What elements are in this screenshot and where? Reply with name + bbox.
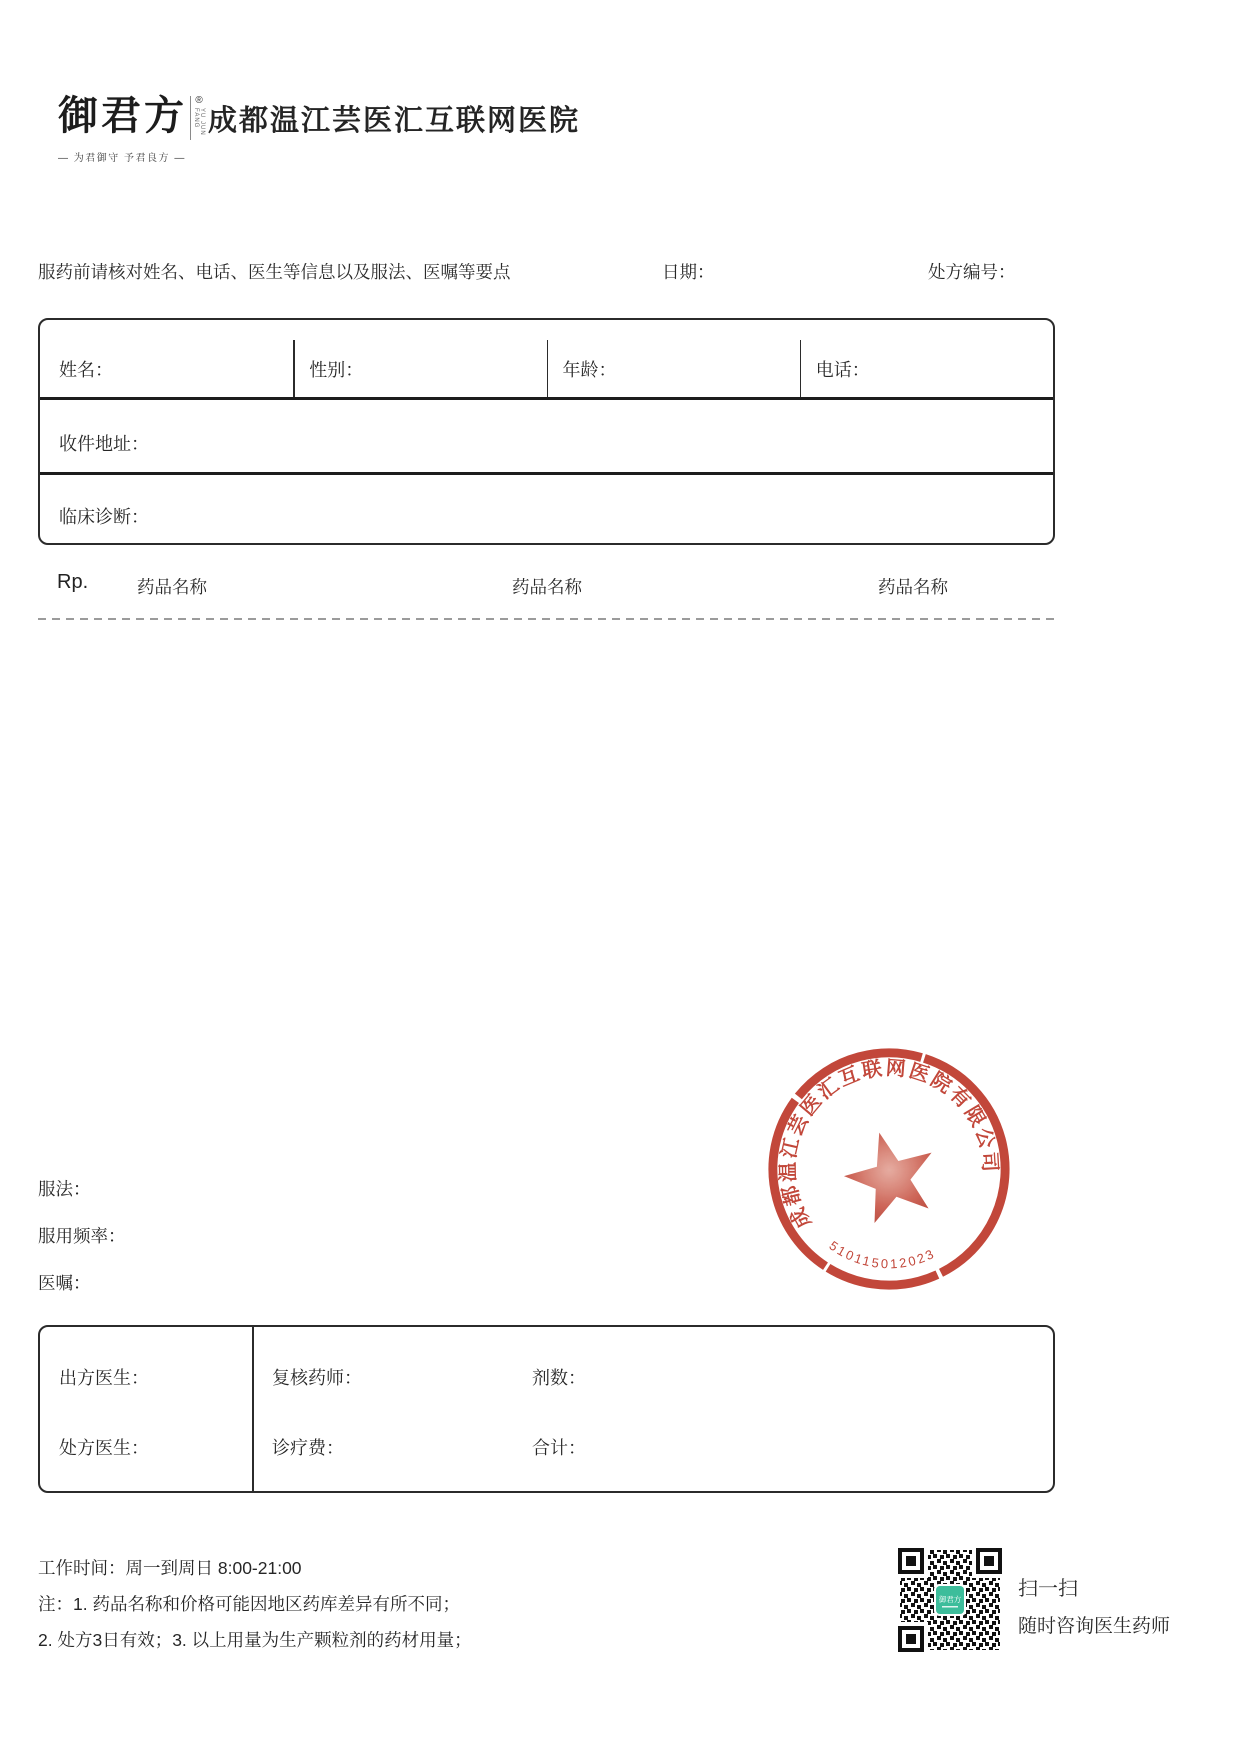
rp-label: Rp. [57,571,89,593]
consultation-fee-label: 诊疗费： [272,1438,344,1458]
date-label: 日期： [662,262,715,282]
qr-finder-top-right [972,1548,1002,1578]
scan-qr-sublabel: 随时咨询医生药师 [1018,1616,1171,1637]
frequency-label: 服用频率： [38,1226,126,1246]
issuing-doctor-label: 出方医生： [59,1368,149,1388]
seal-star-icon [835,1121,945,1228]
svg-text:成都温江芸医汇互联网医院有限公司 [751,1031,1006,1233]
column-divider [800,340,802,397]
shipping-address-label: 收件地址： [59,434,149,454]
usage-label: 服法： [38,1179,91,1199]
qr-code [898,1548,1002,1652]
patient-info-box [38,318,1055,545]
column-divider [293,340,295,397]
signature-fee-box [38,1325,1055,1493]
prescription-number-label: 处方编号： [928,262,1016,282]
seal-ring [747,1027,1031,1311]
patient-age-label: 年龄： [562,360,617,380]
patient-name-label: 姓名： [59,360,113,380]
dose-count-label: 剂数： [532,1368,586,1388]
svg-text:御君方: 御君方 [938,1595,962,1604]
working-hours-text: 工作时间：周一到周日 8:00-21:00 [38,1558,302,1578]
row-divider [40,472,1053,475]
seal-company-name: 成都温江芸医汇互联网医院有限公司 [777,1057,1001,1232]
hospital-name-title: 成都温江芸医汇互联网医院 [208,105,581,137]
drug-name-column-header: 药品名称 [137,577,207,597]
scan-qr-label: 扫一扫 [1018,1578,1078,1600]
column-divider [252,1327,254,1491]
qr-center-logo [934,1584,966,1616]
dashed-separator [38,618,1055,620]
svg-text:510115012023 [824,1213,939,1288]
footer-note-line1: 注：1. 药品名称和价格可能因地区药库差异有所不同； [38,1594,460,1614]
brand-logo-text: 御君方 [58,92,187,139]
qr-finder-top-left [898,1548,928,1578]
prescribing-doctor-label: 处方医生： [59,1438,149,1458]
drug-name-column-header: 药品名称 [512,577,582,597]
brand-logo-pinyin: YU JUN FANG [193,108,205,136]
hospital-seal-stamp [731,1011,1047,1327]
patient-phone-label: 电话： [815,360,870,380]
row-divider [40,397,1053,400]
clinical-diagnosis-label: 临床诊断： [59,507,149,527]
verification-notice: 服药前请核对姓名、电话、医生等信息以及服法、医嘱等要点 [38,262,511,282]
registered-trademark-icon: ® [195,95,203,106]
column-divider [547,340,549,397]
brand-logo [58,92,205,164]
patient-gender-label: 性别： [309,360,364,380]
footer-note-line2: 2. 处方3日有效；3. 以上用量为生产颗粒剂的药材用量； [38,1630,472,1650]
qr-finder-bottom-left [898,1622,928,1652]
drug-name-column-header: 药品名称 [878,577,948,597]
reviewing-pharmacist-label: 复核药师： [272,1368,362,1388]
brand-logo-side [190,96,205,140]
seal-serial-number: 510115012023 [826,1237,939,1272]
brand-tagline: — 为君御守 予君良方 — [58,153,186,164]
total-label: 合计： [532,1438,586,1458]
doctor-advice-label: 医嘱： [38,1273,91,1293]
